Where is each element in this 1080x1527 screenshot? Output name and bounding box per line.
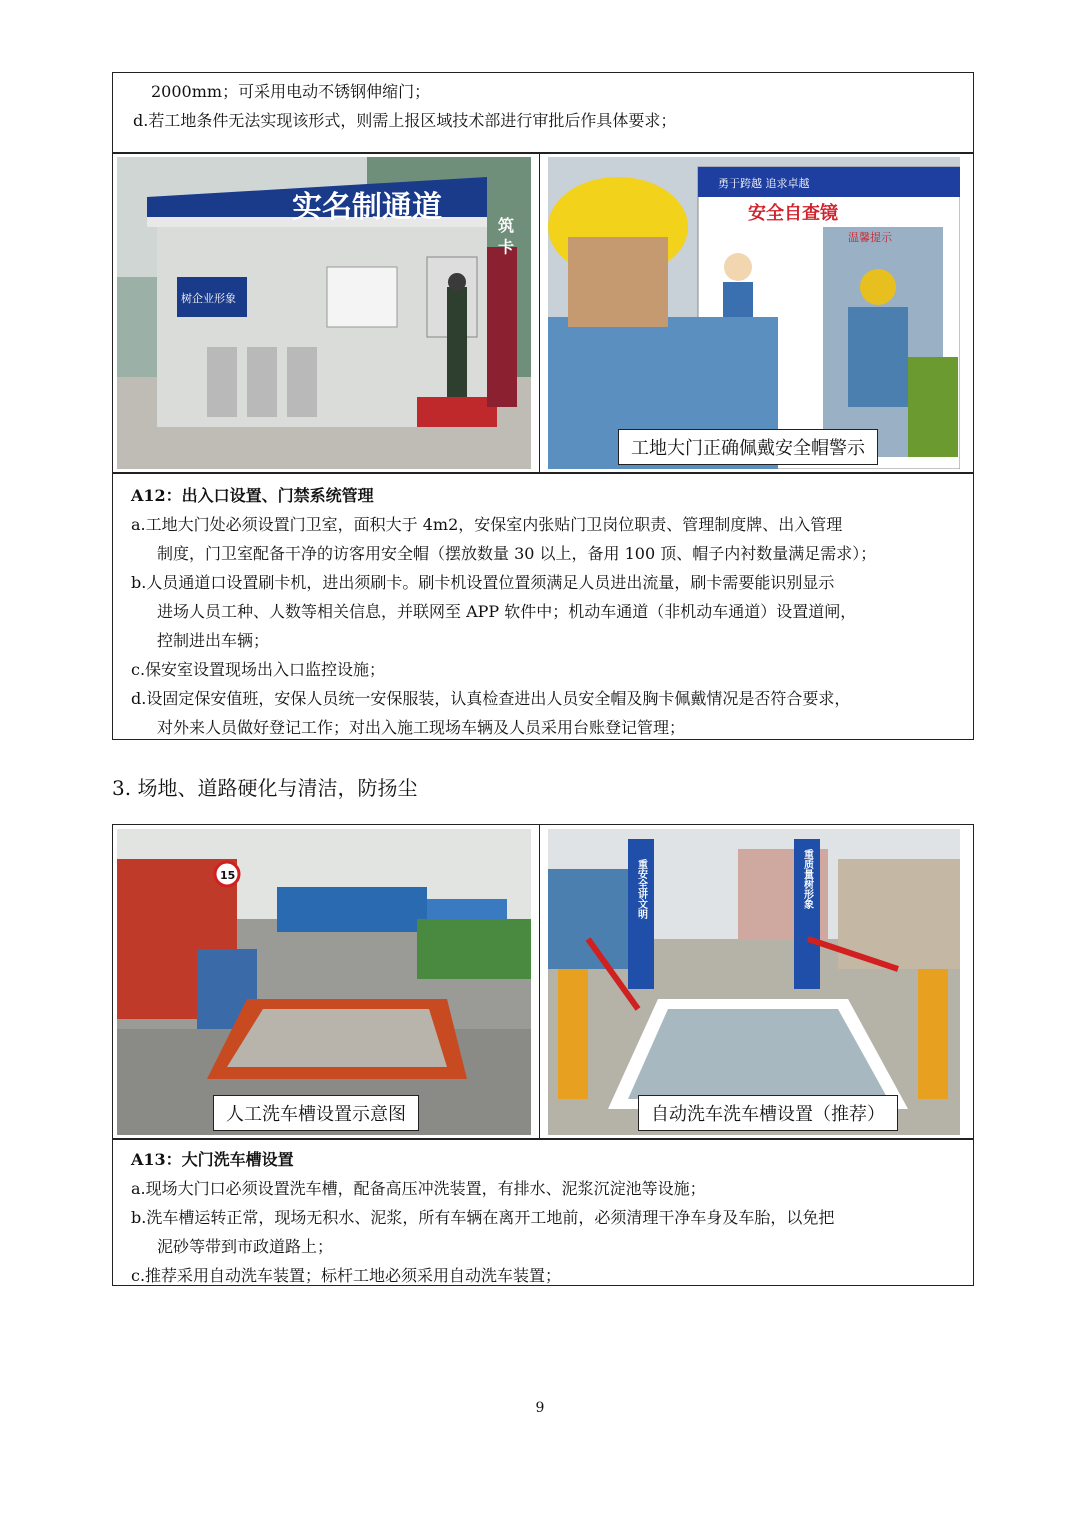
a12-item-b-line-1: b.人员通道口设置刷卡机，进出须刷卡。刷卡机设置位置须满足人员进出流量，刷卡需要能识别显示 [131,573,835,592]
side-sign-text: 筑 卡 [495,217,515,255]
a13-item-b-line-2: 泥砂等带到市政道路上； [157,1237,334,1256]
photo-cell-safety-mirror [539,153,972,473]
photo-row-entrance [112,152,974,474]
mirror-board-top-text: 勇于跨越 追求卓越 [718,177,810,190]
a12-item-b-line-2: 进场人员工种、人数等相关信息，并联网至 APP 软件中；机动车通道（非机动车通道）设置道闸， [157,602,857,621]
speed-limit-sign-text: 15 [220,869,236,882]
photo-cell-real-name-channel [113,153,539,473]
a13-box [112,1138,974,1286]
mirror-board-title: 安全自查镜 [748,203,838,224]
continuation-line-2: d.若工地条件无法实现该形式，则需上报区域技术部进行审批后作具体要求； [133,111,677,130]
a12-item-a-line-2: 制度，门卫室配备干净的访客用安全帽（摆放数量 30 以上，备用 100 顶、帽子内衬数量满足需求）； [157,544,877,563]
auto-wash-photo [548,829,960,1135]
safety-helmet-caption: 工地大门正确佩戴安全帽警示 [618,429,878,465]
a12-item-b-line-3: 控制进出车辆； [157,631,270,650]
section-3-title: 3. 场地、道路硬化与清洁，防扬尘 [112,776,418,800]
photo-row-car-wash [112,824,974,1140]
a12-title: A12：出入口设置、门禁系统管理 [131,486,374,505]
a13-title: A13：大门洗车槽设置 [131,1150,294,1169]
a12-box [112,472,974,740]
manual-wash-photo [117,829,531,1135]
a12-item-a-line-1: a.工地大门处必须设置门卫室，面积大于 4m2，安保室内张贴门卫岗位职责、管理制度牌、出入管理 [131,515,843,534]
continuation-line-1: 2000mm；可采用电动不锈钢伸缩门； [151,82,431,101]
corporate-sign-text: 树企业形象 [181,292,236,305]
a13-item-c-line-1: c.推荐采用自动洗车装置；标杆工地必须采用自动洗车装置； [131,1266,562,1285]
channel-sign-text: 实名制通道 [292,190,442,225]
a12-item-d-line-2: 对外来人员做好登记工作；对出入施工现场车辆及人员采用台账登记管理； [157,718,686,737]
left-pillar-text: 重安全讲文明 [635,859,647,919]
mirror-board-subtitle: 温馨提示 [848,231,892,244]
a12-item-d-line-1: d.设固定保安值班，安保人员统一安保服装，认真检查进出人员安全帽及胸卡佩戴情况是否符合要求， [131,689,851,708]
page-number: 9 [535,1400,545,1416]
photo-cell-auto-wash [539,825,972,1139]
a12-item-c-line-1: c.保安室设置现场出入口监控设施； [131,660,386,679]
right-pillar-text: 重质量树形象 [801,849,813,909]
safety-mirror-photo [548,157,960,469]
manual-wash-caption: 人工洗车槽设置示意图 [213,1095,419,1131]
photo-cell-manual-wash [113,825,539,1139]
a13-item-a-line-1: a.现场大门口必须设置洗车槽，配备高压冲洗装置，有排水、泥浆沉淀池等设施； [131,1179,706,1198]
real-name-channel-photo [117,157,531,469]
auto-wash-caption: 自动洗车洗车槽设置（推荐） [638,1095,898,1131]
continuation-box [112,72,974,154]
a13-item-b-line-1: b.洗车槽运转正常，现场无积水、泥浆，所有车辆在离开工地前，必须清理干净车身及车胎，以免把 [131,1208,835,1227]
